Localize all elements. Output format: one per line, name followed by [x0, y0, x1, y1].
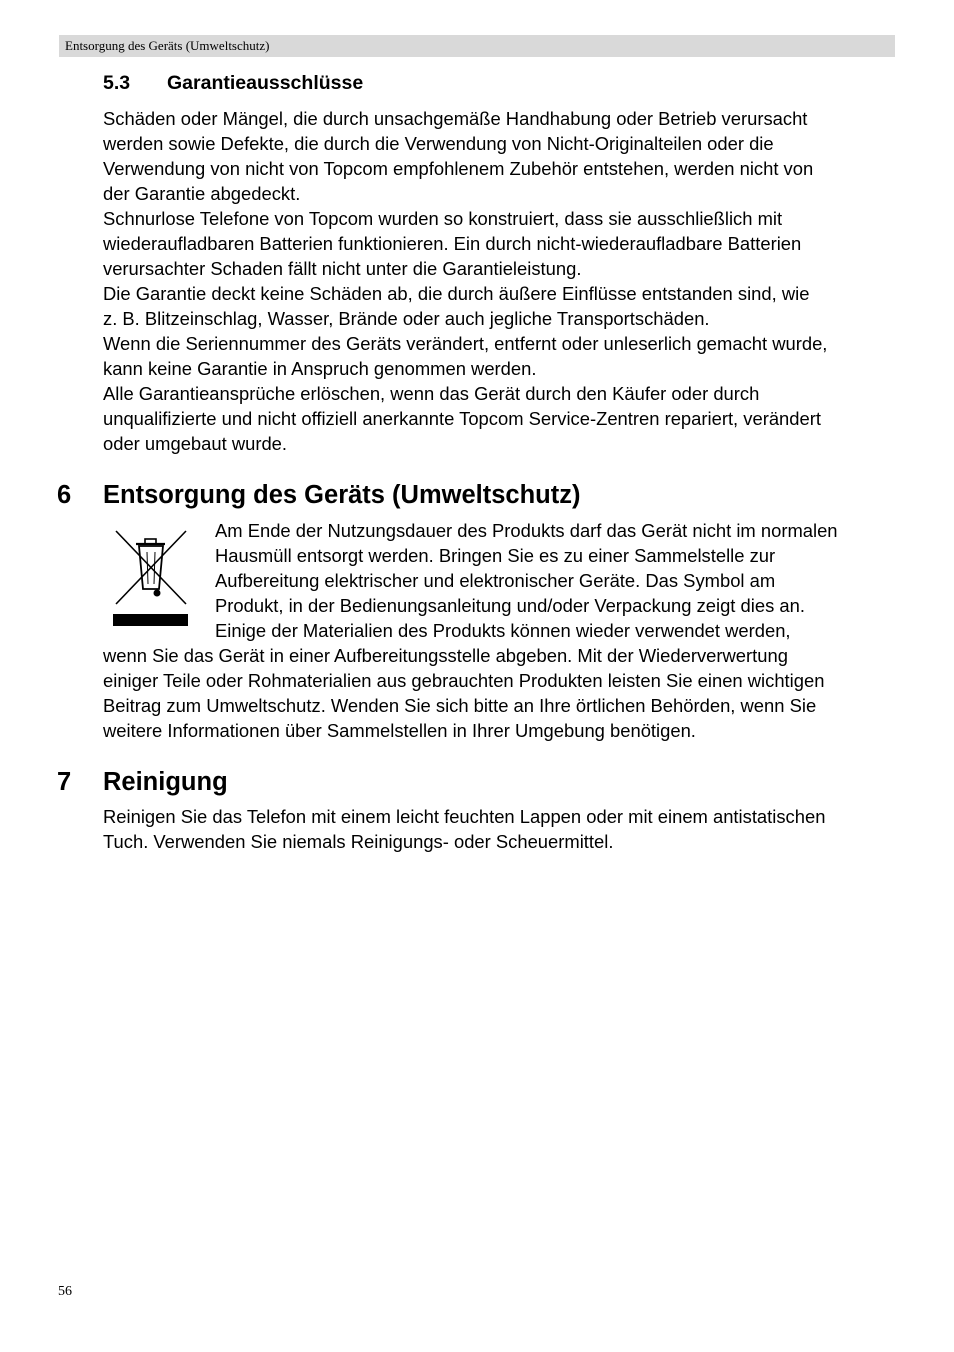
text-line: Produkt, in der Bedienungsanleitung und/oder Verpackung zeigt dies an.	[215, 595, 805, 616]
text-line: unqualifizierte und nicht offiziell anerkannte Topcom Service-Zentren repariert, verändert	[103, 408, 821, 429]
section-5-3-number: 5.3	[103, 72, 131, 94]
text-line: Einige der Materialien des Produkts können wieder verwendet werden,	[215, 620, 791, 641]
text-line: der Garantie abgedeckt.	[103, 183, 301, 204]
text-line: wenn Sie das Gerät in einer Aufbereitungsstelle abgeben. Mit der Wiederverwertung	[103, 645, 788, 666]
text-line: wiederaufladbaren Batterien funktionieren. Ein durch nicht-wiederaufladbare Batterien	[103, 233, 802, 254]
section-6-body	[103, 518, 903, 743]
text-line: Wenn die Seriennummer des Geräts verändert, entfernt oder unleserlich gemacht wurde,	[103, 333, 828, 354]
text-line: werden sowie Defekte, die durch die Verwendung von Nicht-Originalteilen oder die	[103, 133, 774, 154]
text-line: Die Garantie deckt keine Schäden ab, die durch äußere Einflüsse entstanden sind, wie	[103, 283, 810, 304]
text-line: weitere Informationen über Sammelstellen in Ihrer Umgebung benötigen.	[103, 720, 696, 741]
text-line: Hausmüll entsorgt werden. Bringen Sie es zu einer Sammelstelle zur	[215, 545, 776, 566]
text-line: Schäden oder Mängel, die durch unsachgemäße Handhabung oder Betrieb verursacht	[103, 108, 808, 129]
running-header	[59, 35, 895, 57]
text-line: Aufbereitung elektrischer und elektronischer Geräte. Das Symbol am	[215, 570, 776, 591]
text-line: oder umgebaut wurde.	[103, 433, 288, 454]
section-5-3-body	[103, 106, 903, 456]
text-line: kann keine Garantie in Anspruch genommen werden.	[103, 358, 537, 379]
text-line: Reinigen Sie das Telefon mit einem leicht feuchten Lappen oder mit einem antistatischen	[103, 806, 826, 827]
text-line: verursachter Schaden fällt nicht unter die Garantieleistung.	[103, 258, 582, 279]
text-line: Alle Garantieansprüche erlöschen, wenn das Gerät durch den Käufer oder durch	[103, 383, 760, 404]
section-7-title: Reinigung	[103, 768, 228, 796]
section-5-3-heading	[103, 70, 363, 96]
text-line: Tuch. Verwenden Sie niemals Reinigungs- oder Scheuermittel.	[103, 831, 614, 852]
text-line: Beitrag zum Umweltschutz. Wenden Sie sich bitte an Ihre örtlichen Behörden, wenn Sie	[103, 695, 817, 716]
section-7-body	[103, 804, 903, 854]
section-6-number: 6	[57, 481, 72, 509]
section-7-number: 7	[57, 768, 72, 796]
text-line: Verwendung von nicht von Topcom empfohlenem Zubehör entstehen, werden nicht von	[103, 158, 814, 179]
text-line: z. B. Blitzeinschlag, Wasser, Brände oder auch jegliche Transportschäden.	[103, 308, 710, 329]
section-6-title: Entsorgung des Geräts (Umweltschutz)	[103, 481, 581, 509]
text-line: Am Ende der Nutzungsdauer des Produkts darf das Gerät nicht im normalen	[215, 520, 838, 541]
text-line: Schnurlose Telefone von Topcom wurden so konstruiert, dass sie ausschließlich mit	[103, 208, 783, 229]
page-number: 56	[58, 1284, 72, 1299]
section-6-heading	[57, 479, 580, 511]
section-5-3-title: Garantieausschlüsse	[167, 72, 364, 94]
section-7-heading	[57, 766, 228, 798]
running-header-title: Entsorgung des Geräts (Umweltschutz)	[65, 38, 270, 53]
text-line: einiger Teile oder Rohmaterialien aus gebrauchten Produkten leisten Sie einen wichtigen	[103, 670, 825, 691]
